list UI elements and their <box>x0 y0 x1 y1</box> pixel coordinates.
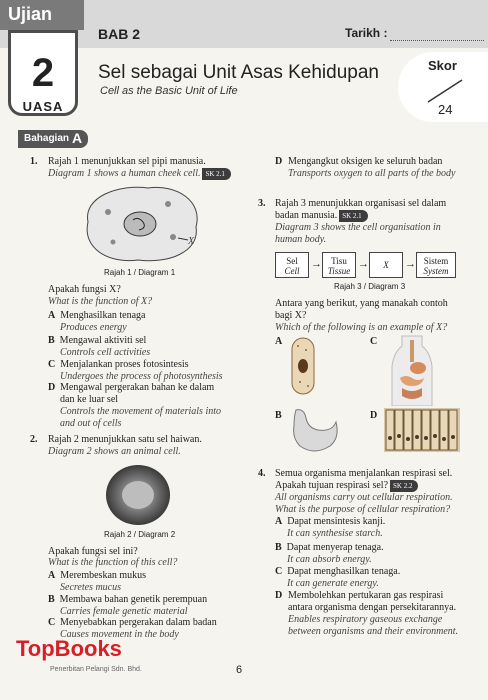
muscle-cell-image <box>288 336 320 398</box>
q1-number: 1. <box>30 156 38 167</box>
q3-option-d[interactable]: D <box>370 410 378 421</box>
q2-option-c-letter: C <box>48 617 56 628</box>
q3-text-ms: Rajah 3 menunjukkan organisasi sel dalam badan manusia. SK 2.1 <box>275 198 447 221</box>
q4-option-c[interactable]: C Dapat menghasilkan tenaga. It can generate energy. <box>275 566 401 589</box>
q1-text-ms: Rajah 1 menunjukkan sel pipi manusia. <box>48 156 206 167</box>
page-number: 6 <box>236 664 243 676</box>
badge-label: UASA <box>22 99 64 114</box>
sk-tag: SK 2.1 <box>202 168 230 180</box>
publisher-footer: Penerbitan Pelangi Sdn. Bhd. <box>50 666 142 673</box>
flow-box-system: Sistem System <box>416 252 456 278</box>
q4-option-d-letter: D <box>275 590 283 601</box>
animal-cell-diagram <box>98 462 178 528</box>
diagram1-caption: Rajah 1 / Diagram 1 <box>104 268 176 277</box>
q2-number: 2. <box>30 434 38 445</box>
score-label: Skor <box>428 58 457 73</box>
q4-option-b[interactable]: B Dapat menyerap tenaga. It can absorb energy. <box>275 542 384 565</box>
diagram3-caption: Rajah 3 / Diagram 3 <box>334 282 406 291</box>
sk-tag: SK 2.1 <box>339 210 367 222</box>
page-title: Sel sebagai Unit Asas Kehidupan <box>98 62 379 83</box>
q3-option-b[interactable]: B <box>275 410 282 421</box>
q4-option-a[interactable]: A Dapat mensintesis kanji. It can synthesise starch. <box>275 516 386 539</box>
test-number-badge <box>8 30 78 116</box>
q1-option-d-right-letter: D <box>275 156 283 167</box>
test-number: 2 <box>31 51 55 95</box>
q1-text-en: Diagram 1 shows a human cheek cell. SK 2.1 <box>48 168 238 180</box>
score-total: 24 <box>438 102 453 117</box>
diagram2-caption: Rajah 2 / Diagram 2 <box>104 530 176 539</box>
flow-box-cell: Sel Cell <box>275 252 309 278</box>
date-line <box>390 40 484 41</box>
q4-option-d[interactable]: Membolehkan pertukaran gas respirasi antara organisma dengan persekitarannya. Enables respiratory gaseous exchange between organisms and their environment. <box>288 590 459 637</box>
q3-number: 3. <box>258 198 266 209</box>
q2-option-a[interactable]: A Merembeskan mukus Secretes mucus <box>48 570 147 593</box>
flow-box-tissue: Tisu Tissue <box>322 252 356 278</box>
q2-option-b[interactable]: B Membawa bahan genetik perempuan Carries female genetic material <box>48 594 208 617</box>
q2-option-c[interactable]: Menyebabkan pergerakan dalam badan Causes movement in the body <box>60 617 217 640</box>
q2-ask-ms: Apakah fungsi sel ini? <box>48 546 138 557</box>
q4-number: 4. <box>258 468 266 479</box>
q3-option-c[interactable]: C <box>370 336 378 347</box>
q1-option-c[interactable]: C Menjalankan proses fotosintesis Undergoes the process of photosynthesis <box>48 359 223 382</box>
q2-text-en: Diagram 2 shows an animal cell. <box>48 446 181 457</box>
stomach-image <box>288 404 344 456</box>
arrow-icon: → <box>405 258 416 270</box>
section-label: Bahagian <box>18 130 88 148</box>
section-letter: A <box>72 130 83 146</box>
q3-text-en: Diagram 3 shows the cell organisation in human body. <box>275 222 441 245</box>
page-subtitle: Cell as the Basic Unit of Life <box>100 85 238 97</box>
q1-option-d-letter: D <box>48 382 56 393</box>
q2-ask-en: What is the function of this cell? <box>48 557 178 568</box>
epithelial-tissue-image <box>384 406 460 454</box>
ujian-tab: Ujian <box>0 0 84 30</box>
q2-text-ms: Rajah 2 menunjukkan satu sel haiwan. <box>48 434 202 445</box>
flow-box-x: X <box>369 252 403 278</box>
q3-option-a[interactable]: A <box>275 336 283 347</box>
watermark-logo: TopBooks <box>16 636 122 661</box>
cheek-cell-diagram <box>78 182 208 266</box>
arrow-icon: → <box>358 258 369 270</box>
q1-option-d[interactable]: Mengawal pergerakan bahan ke dalam dan ke luar sel Controls the movement of materials into and out of cells <box>60 382 222 429</box>
chapter-label: BAB 2 <box>98 26 141 42</box>
q1-ask-en: What is the function of X? <box>48 296 153 307</box>
q1-option-b[interactable]: B Mengawal aktiviti sel Controls cell activities <box>48 335 151 358</box>
q4-text-ms: Semua organisma menjalankan respirasi sel. Apakah tujuan respirasi sel? SK 2.2 <box>275 468 453 491</box>
q3-ask-en: Which of the following is an example of X? <box>275 322 448 333</box>
q3-ask-ms: Antara yang berikut, yang manakah contoh bagi X? <box>275 298 448 321</box>
q1-ask-ms: Apakah fungsi X? <box>48 284 121 295</box>
sk-tag: SK 2.2 <box>390 480 418 492</box>
x-label: X <box>188 236 195 247</box>
q1-option-d-right[interactable]: Mengangkut oksigen ke seluruh badan Transports oxygen to all parts of the body <box>288 156 456 179</box>
date-label: Tarikh : <box>345 26 388 40</box>
arrow-icon: → <box>311 258 322 270</box>
digestive-system-image <box>384 334 440 406</box>
q4-text-en: All organisms carry out cellular respiration. What is the purpose of cellular respiration? <box>275 492 453 515</box>
q1-option-a[interactable]: A Menghasilkan tenaga Produces energy <box>48 310 146 333</box>
